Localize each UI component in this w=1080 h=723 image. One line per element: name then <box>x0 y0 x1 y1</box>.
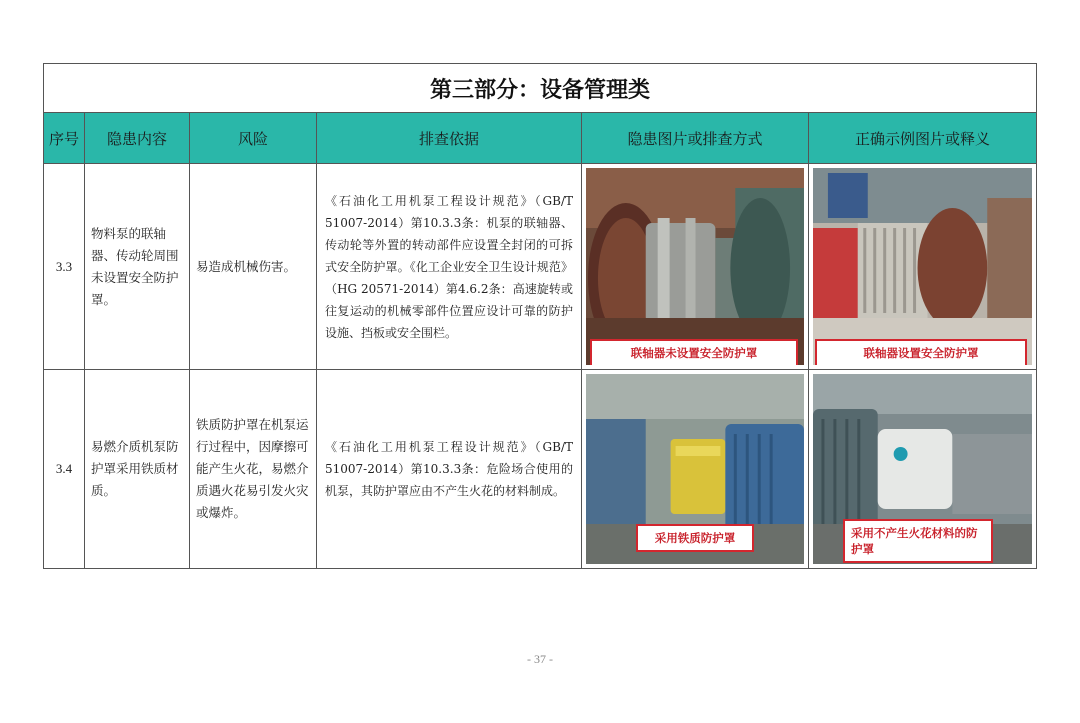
row-risk: 易造成机械伤害。 <box>190 164 317 370</box>
hazard-table <box>43 63 1037 569</box>
row-risk: 铁质防护罩在机泵运行过程中，因摩擦可能产生火花，易燃介质遇火花易引发火灾或爆炸。 <box>190 370 317 569</box>
row-basis: 《石油化工用机泵工程设计规范》（GB/T 51007-2014）第10.3.3条：机泵的联轴器、传动轮等外置的转动部件应设置全封闭的可拆式安全防护罩。《化工企业安全卫生设计规范》（HG 20571-2014）第4.6.2条：高速旋转或往复运动的机械零部件位置应设计可靠的防护设施、挡板或安全围栏。 <box>317 164 582 370</box>
table-row <box>44 164 1037 370</box>
header-seq: 序号 <box>44 113 85 164</box>
hazard-photo-coupling <box>586 168 804 365</box>
correct-photo-callout: 联轴器设置安全防护罩 <box>815 339 1027 365</box>
correct-photo-cell <box>809 370 1037 569</box>
row-hazard: 易燃介质机泵防护罩采用铁质材质。 <box>85 370 190 569</box>
header-basis: 排查依据 <box>317 113 582 164</box>
row-seq: 3.4 <box>44 370 85 569</box>
correct-photo-coupling <box>813 168 1032 365</box>
header-hazard: 隐患内容 <box>85 113 190 164</box>
table-header <box>44 113 1037 164</box>
row-basis: 《石油化工用机泵工程设计规范》（GB/T 51007-2014）第10.3.3条：危险场合使用的机泵，其防护罩应由不产生火花的材料制成。 <box>317 370 582 569</box>
hazard-photo-cell <box>582 164 809 370</box>
row-seq: 3.3 <box>44 164 85 370</box>
section-title: 第三部分：设备管理类 <box>44 64 1037 113</box>
header-hazard-photo: 隐患图片或排查方式 <box>582 113 809 164</box>
header-risk: 风险 <box>190 113 317 164</box>
hazard-photo-callout: 采用铁质防护罩 <box>636 524 754 552</box>
header-correct-photo: 正确示例图片或释义 <box>809 113 1037 164</box>
hazard-photo-callout: 联轴器未设置安全防护罩 <box>590 339 798 365</box>
correct-photo-nonspark-guard <box>813 374 1032 564</box>
correct-photo-cell <box>809 164 1037 370</box>
page-number: - 37 - <box>527 652 553 666</box>
hazard-photo-cell <box>582 370 809 569</box>
hazard-photo-iron-guard <box>586 374 804 564</box>
table-row <box>44 370 1037 569</box>
row-hazard: 物料泵的联轴器、传动轮周围未设置安全防护罩。 <box>85 164 190 370</box>
correct-photo-callout: 采用不产生火花材料的防护罩 <box>843 519 993 563</box>
